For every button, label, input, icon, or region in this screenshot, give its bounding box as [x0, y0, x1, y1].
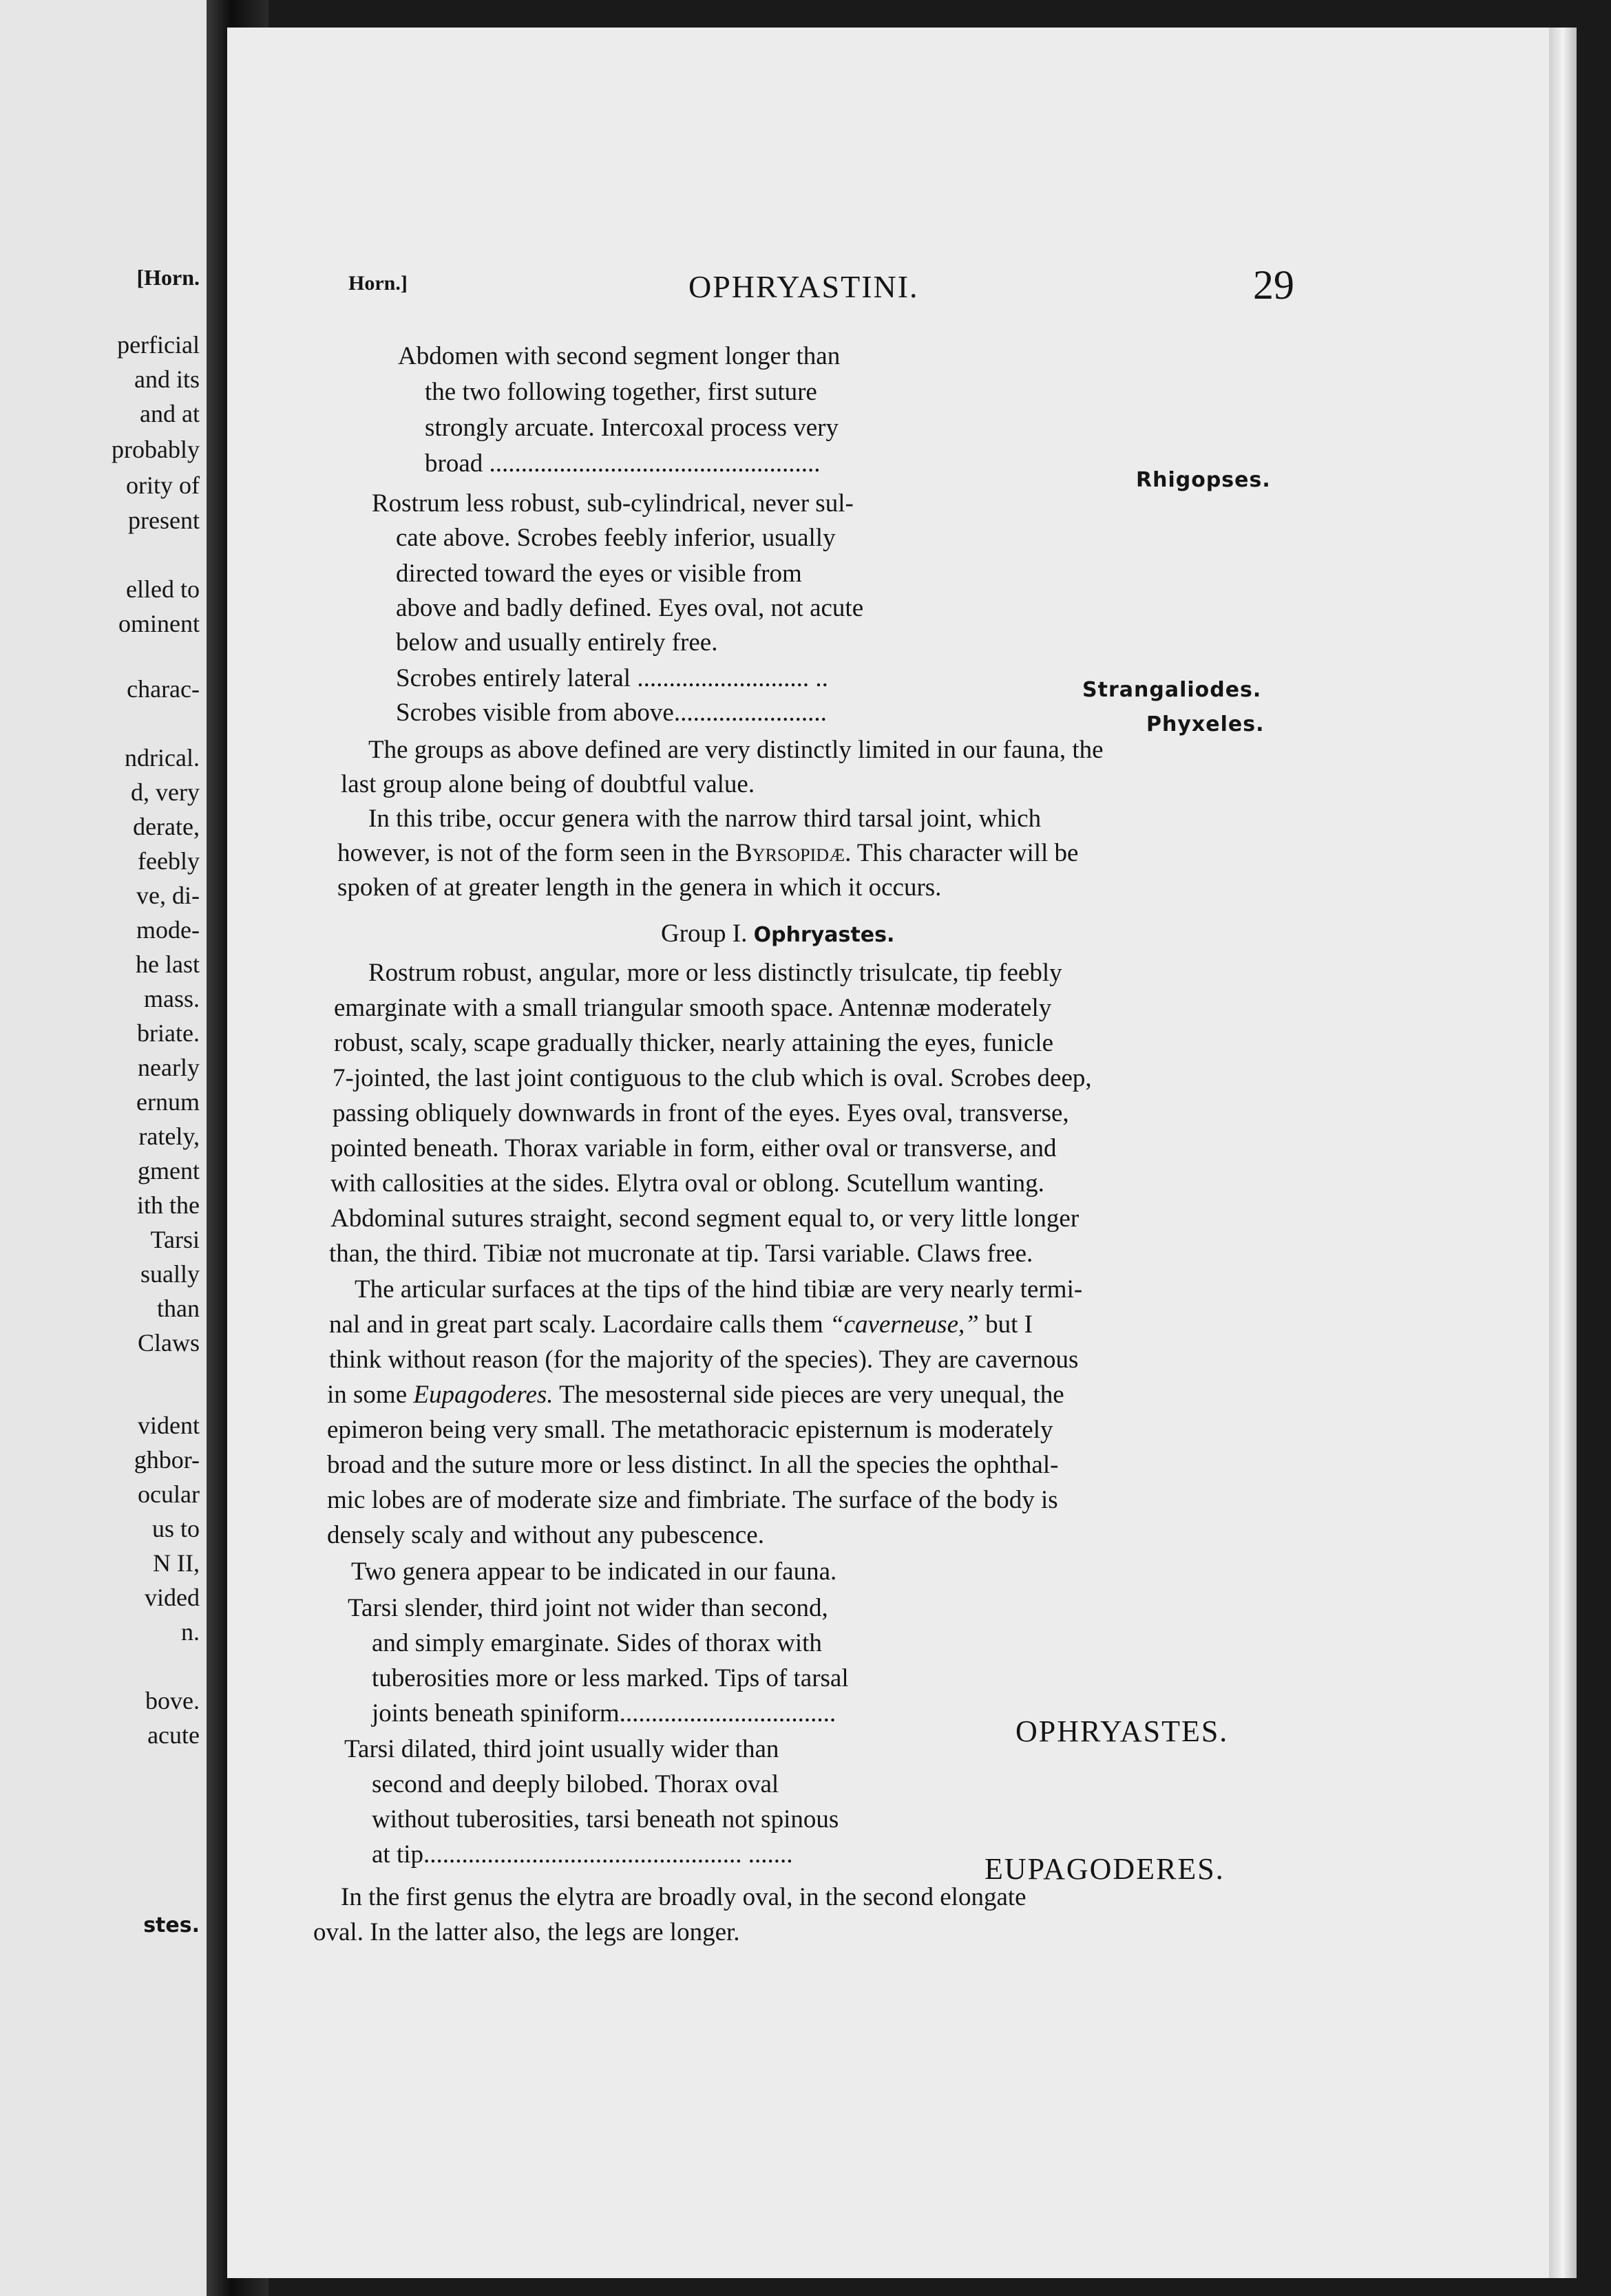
- paragraph-line: oval. In the latter also, the legs are longer.: [313, 1918, 740, 1946]
- running-header-title: OPHRYASTINI.: [688, 269, 919, 304]
- key1-line: the two following together, first suture: [425, 378, 817, 406]
- page-edge: [1549, 28, 1577, 2278]
- left-page-fragment: and at: [140, 400, 200, 427]
- para2-line2-end: . This character will be: [845, 839, 1079, 867]
- left-page-fragment: briate.: [137, 1019, 200, 1047]
- key2-line: Tarsi slender, third joint not wider than second,: [348, 1594, 828, 1622]
- genus-strangaliodes: Strangaliodes.: [1082, 678, 1262, 702]
- paragraph-line: last group alone being of doubtful value.: [341, 770, 755, 798]
- para4-l4a: in some: [327, 1381, 408, 1409]
- left-page-fragment: Tarsi: [150, 1226, 200, 1253]
- page-number: 29: [1253, 262, 1294, 308]
- group-name: Ophryastes.: [753, 923, 895, 947]
- key1-line: Abdomen with second segment longer than: [398, 342, 841, 370]
- left-page-fragment: vident: [138, 1412, 200, 1439]
- paragraph-line: spoken of at greater length in the genera in which it occurs.: [337, 873, 942, 902]
- key2-line: and simply emarginate. Sides of thorax with: [372, 1629, 822, 1657]
- key1-line: strongly arcuate. Intercoxal process very: [425, 414, 839, 442]
- left-page-fragment: rately,: [138, 1123, 200, 1150]
- paragraph-line: pointed beneath. Thorax variable in form, either oval or transverse, and: [330, 1134, 1057, 1162]
- paragraph-line: In this tribe, occur genera with the narrow third tarsal joint, which: [368, 805, 1042, 833]
- left-page-fragment: vided: [145, 1584, 200, 1611]
- caverneuse-term: “caverneuse,”: [830, 1310, 979, 1339]
- genus-rhigopses: Rhigopses.: [1136, 468, 1271, 492]
- paragraph-line: [337, 838, 1078, 868]
- left-page-fragment: ocular: [138, 1480, 200, 1508]
- paragraph-line: think without reason (for the majority of the species). They are cavernous: [329, 1346, 1079, 1374]
- key1-line: Scrobes entirely lateral ........................... ..: [396, 664, 828, 692]
- left-page-fragment: ghbor-: [134, 1446, 200, 1474]
- key1-line: directed toward the eyes or visible from: [396, 560, 802, 588]
- genus-ophryastes: OPHRYASTES.: [1015, 1714, 1229, 1748]
- paragraph-line: 7-jointed, the last joint contiguous to the club which is oval. Scrobes deep,: [333, 1064, 1092, 1092]
- genus-phyxeles: Phyxeles.: [1146, 712, 1265, 736]
- key2-line: joints beneath spiniform..................................: [372, 1699, 836, 1728]
- paragraph-line: Abdominal sutures straight, second segment equal to, or very little longer: [330, 1204, 1080, 1233]
- left-page-fragment: feebly: [138, 847, 200, 875]
- paragraph-line: passing obliquely downwards in front of the eyes. Eyes oval, transverse,: [333, 1099, 1069, 1127]
- key1-line: cate above. Scrobes feebly inferior, usually: [396, 524, 836, 552]
- left-page-fragment: n.: [181, 1618, 200, 1646]
- paragraph-line: robust, scaly, scape gradually thicker, nearly attaining the eyes, funicle: [334, 1029, 1054, 1057]
- left-page-fragment: probably: [112, 436, 200, 463]
- key1-line: broad ....................................................: [425, 449, 821, 478]
- left-page-fragment: [Horn.: [136, 265, 200, 290]
- key1-line: above and badly defined. Eyes oval, not acute: [396, 594, 864, 622]
- paragraph-line: [329, 1310, 1033, 1339]
- left-page-fragment: ith the: [137, 1191, 200, 1219]
- eupagoderes-term: Eupagoderes.: [413, 1381, 554, 1409]
- key1-line: Scrobes visible from above........................: [396, 699, 827, 727]
- key2-line: without tuberosities, tarsi beneath not spinous: [372, 1805, 839, 1833]
- left-page-fragment: d, very: [131, 778, 200, 806]
- key1-line: Rostrum less robust, sub-cylindrical, never sul-: [372, 489, 854, 518]
- key2-line: tuberosities more or less marked. Tips of tarsal: [372, 1664, 849, 1692]
- paragraph-line: densely scaly and without any pubescence.: [327, 1521, 764, 1549]
- left-page-fragment: ority of: [126, 471, 200, 499]
- paragraph-line: broad and the suture more or less distinct. In all the species the ophthal-: [327, 1451, 1059, 1479]
- left-page-fragment: nearly: [138, 1054, 200, 1081]
- key2-line: second and deeply bilobed. Thorax oval: [372, 1770, 779, 1798]
- para2-line2-start: however, is not of the form seen in the: [337, 839, 729, 867]
- left-page-fragment: he last: [136, 950, 200, 978]
- left-page-fragment: present: [128, 507, 200, 534]
- genus-eupagoderes: EUPAGODERES.: [984, 1852, 1225, 1886]
- paragraph-line: mic lobes are of moderate size and fimbriate. The surface of the body is: [327, 1486, 1058, 1514]
- left-page-fragment: acute: [147, 1721, 200, 1749]
- left-page-fragment: ernum: [136, 1088, 200, 1116]
- left-page-fragment: N II,: [153, 1549, 200, 1577]
- left-page-fragment: charac-: [127, 675, 200, 703]
- left-page-fragment: bove.: [145, 1687, 200, 1714]
- left-page-fragment: us to: [151, 1515, 200, 1542]
- left-page-fragment: sually: [140, 1260, 200, 1288]
- running-header-author: Horn.]: [348, 272, 408, 295]
- paragraph-line: The articular surfaces at the tips of the hind tibiæ are very nearly termi-: [355, 1275, 1083, 1304]
- left-page-fragment: than: [157, 1295, 200, 1322]
- left-page-fragment: Claws: [138, 1329, 200, 1357]
- left-page-fragment: ve, di-: [136, 882, 200, 909]
- paragraph-line: emarginate with a small triangular smooth space. Antennæ moderately: [334, 994, 1052, 1022]
- paragraph-line: [327, 1380, 1064, 1410]
- paragraph-line: Two genera appear to be indicated in our fauna.: [351, 1558, 837, 1586]
- left-page-fragment: mode-: [136, 916, 200, 944]
- group-heading: [661, 919, 894, 948]
- left-page-fragment: perficial: [117, 331, 200, 359]
- paragraph-line: The groups as above defined are very distinctly limited in our fauna, the: [368, 736, 1104, 764]
- key2-line: Tarsi dilated, third joint usually wider than: [344, 1735, 779, 1763]
- key2-line: at tip.................................................. .......: [372, 1840, 793, 1869]
- group-label: Group I.: [661, 920, 748, 948]
- para4-l4c: The mesosternal side pieces are very unequal, the: [559, 1381, 1064, 1409]
- left-page-fragment: and its: [134, 365, 200, 393]
- left-page-fragment: elled to: [126, 575, 200, 603]
- byrsopidae-term: Byrsopidæ: [735, 839, 845, 867]
- paragraph-line: than, the third. Tibiæ not mucronate at tip. Tarsi variable. Claws free.: [329, 1240, 1033, 1268]
- paragraph-line: epimeron being very small. The metathoracic episternum is moderately: [327, 1416, 1053, 1444]
- paragraph-line: with callosities at the sides. Elytra oval or oblong. Scutellum wanting.: [330, 1169, 1044, 1198]
- left-page-fragment: derate,: [133, 813, 200, 840]
- left-page-fragment: mass.: [144, 985, 200, 1012]
- left-page: [0, 0, 207, 2296]
- para4-l2c: but I: [985, 1310, 1033, 1339]
- key1-line: below and usually entirely free.: [396, 628, 718, 657]
- paragraph-line: Rostrum robust, angular, more or less distinctly trisulcate, tip feebly: [368, 959, 1062, 987]
- para4-l2a: nal and in great part scaly. Lacordaire calls them: [329, 1310, 823, 1339]
- left-page-fragment: ndrical.: [125, 744, 200, 772]
- left-page-fragment: ominent: [118, 610, 200, 637]
- left-page-fragment: gment: [138, 1157, 200, 1184]
- paragraph-line: In the first genus the elytra are broadly oval, in the second elongate: [341, 1883, 1026, 1911]
- left-page-fragment: stes.: [143, 1913, 200, 1937]
